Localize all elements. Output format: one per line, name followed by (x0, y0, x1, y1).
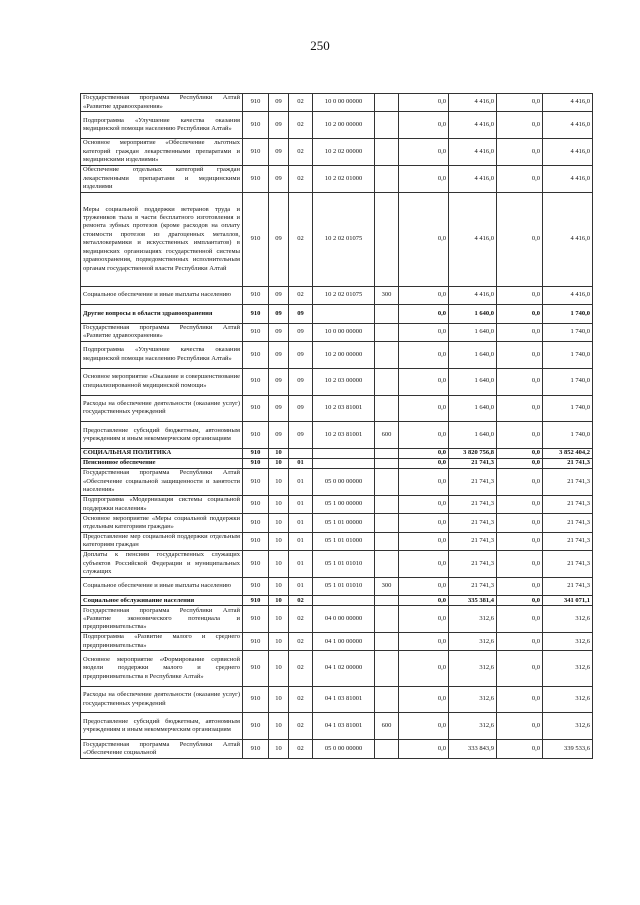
amount-3-cell: 0,0 (497, 651, 543, 686)
admin-code-cell: 910 (243, 686, 269, 713)
section-code-cell: 10 (269, 740, 289, 758)
amount-3-cell: 0,0 (497, 112, 543, 139)
subsection-code-cell: 02 (289, 192, 313, 286)
amount-3-cell: 0,0 (497, 323, 543, 341)
admin-code-cell: 910 (243, 286, 269, 304)
subsection-code-cell: 01 (289, 469, 313, 496)
amount-2-cell: 312,6 (449, 633, 497, 651)
row-name-cell: Подпрограмма «Развитие малого и среднего предпринимательства» (81, 633, 243, 651)
amount-3-cell: 0,0 (497, 395, 543, 422)
admin-code-cell: 910 (243, 551, 269, 578)
expense-type-cell (375, 495, 399, 513)
amount-4-cell: 4 416,0 (543, 112, 593, 139)
amount-4-cell: 1 740,0 (543, 341, 593, 368)
admin-code-cell: 910 (243, 449, 269, 459)
amount-1-cell: 0,0 (399, 112, 449, 139)
section-code-cell: 09 (269, 341, 289, 368)
table-row (81, 532, 593, 550)
table-row (81, 112, 593, 139)
table-row (81, 495, 593, 513)
row-name-cell: Подпрограмма «Улучшение качества оказания медицинской помощи населению Республики Алтай» (81, 112, 243, 139)
admin-code-cell: 910 (243, 341, 269, 368)
admin-code-cell: 910 (243, 532, 269, 550)
amount-3-cell: 0,0 (497, 713, 543, 740)
section-code-cell: 10 (269, 495, 289, 513)
row-name-cell: Социальное обеспечение и иные выплаты населению (81, 286, 243, 304)
amount-1-cell: 0,0 (399, 459, 449, 469)
section-code-cell: 09 (269, 94, 289, 112)
admin-code-cell: 910 (243, 713, 269, 740)
amount-1-cell: 0,0 (399, 633, 449, 651)
amount-2-cell: 4 416,0 (449, 112, 497, 139)
target-article-cell: 05 0 00 00000 (313, 740, 375, 758)
target-article-cell: 05 1 01 00000 (313, 514, 375, 532)
amount-4-cell: 21 741,3 (543, 495, 593, 513)
amount-2-cell: 21 741,3 (449, 495, 497, 513)
amount-4-cell: 312,6 (543, 633, 593, 651)
row-name-cell: Социальное обеспечение и иные выплаты населению (81, 577, 243, 595)
table-row (81, 341, 593, 368)
expense-type-cell (375, 139, 399, 166)
table-row (81, 422, 593, 449)
section-code-cell: 09 (269, 165, 289, 192)
table-row (81, 551, 593, 578)
subsection-code-cell (289, 449, 313, 459)
amount-2-cell: 1 640,0 (449, 341, 497, 368)
table-row (81, 596, 593, 606)
amount-4-cell: 4 416,0 (543, 94, 593, 112)
table-row (81, 323, 593, 341)
target-article-cell: 05 1 01 01010 (313, 551, 375, 578)
amount-3-cell: 0,0 (497, 514, 543, 532)
admin-code-cell: 910 (243, 139, 269, 166)
row-name-cell: Расходы на обеспечение деятельности (оказание услуг) государственных учреждений (81, 686, 243, 713)
target-article-cell: 10 2 02 01075 (313, 286, 375, 304)
amount-4-cell: 4 416,0 (543, 286, 593, 304)
amount-2-cell: 312,6 (449, 651, 497, 686)
amount-1-cell: 0,0 (399, 606, 449, 633)
amount-1-cell: 0,0 (399, 651, 449, 686)
amount-4-cell: 1 740,0 (543, 395, 593, 422)
section-code-cell: 09 (269, 286, 289, 304)
target-article-cell (313, 449, 375, 459)
amount-2-cell: 1 640,0 (449, 368, 497, 395)
table-row (81, 286, 593, 304)
page-number: 250 (310, 38, 330, 53)
table-row (81, 395, 593, 422)
amount-3-cell: 0,0 (497, 449, 543, 459)
amount-4-cell: 4 416,0 (543, 165, 593, 192)
amount-2-cell: 1 640,0 (449, 422, 497, 449)
amount-1-cell: 0,0 (399, 449, 449, 459)
subsection-code-cell: 01 (289, 551, 313, 578)
admin-code-cell: 910 (243, 740, 269, 758)
subsection-code-cell: 02 (289, 286, 313, 304)
amount-4-cell: 339 533,6 (543, 740, 593, 758)
amount-3-cell: 0,0 (497, 94, 543, 112)
amount-1-cell: 0,0 (399, 577, 449, 595)
amount-3-cell: 0,0 (497, 606, 543, 633)
expense-type-cell (375, 469, 399, 496)
expense-type-cell (375, 686, 399, 713)
section-code-cell: 10 (269, 596, 289, 606)
target-article-cell: 05 0 00 00000 (313, 469, 375, 496)
table-row (81, 459, 593, 469)
amount-3-cell: 0,0 (497, 551, 543, 578)
amount-1-cell: 0,0 (399, 740, 449, 758)
section-code-cell: 10 (269, 651, 289, 686)
expense-type-cell (375, 165, 399, 192)
admin-code-cell: 910 (243, 606, 269, 633)
amount-3-cell: 0,0 (497, 286, 543, 304)
amount-1-cell: 0,0 (399, 286, 449, 304)
expense-type-cell (375, 323, 399, 341)
target-article-cell (313, 305, 375, 323)
amount-1-cell: 0,0 (399, 514, 449, 532)
row-name-cell: Государственная программа Республики Алтай «Развитие здравоохранения» (81, 94, 243, 112)
table-row (81, 165, 593, 192)
amount-1-cell: 0,0 (399, 165, 449, 192)
subsection-code-cell: 09 (289, 305, 313, 323)
amount-2-cell: 333 843,9 (449, 740, 497, 758)
admin-code-cell: 910 (243, 596, 269, 606)
section-code-cell: 10 (269, 449, 289, 459)
amount-3-cell: 0,0 (497, 469, 543, 496)
expense-type-cell: 600 (375, 713, 399, 740)
expense-type-cell (375, 305, 399, 323)
admin-code-cell: 910 (243, 192, 269, 286)
section-code-cell: 09 (269, 192, 289, 286)
row-name-cell: Основное мероприятие «Обеспечение льготных категорий граждан лекарственными препаратами и медицинскими изделиями» (81, 139, 243, 166)
section-code-cell: 09 (269, 422, 289, 449)
section-code-cell: 10 (269, 713, 289, 740)
amount-4-cell: 1 740,0 (543, 323, 593, 341)
amount-1-cell: 0,0 (399, 422, 449, 449)
admin-code-cell: 910 (243, 323, 269, 341)
subsection-code-cell: 02 (289, 94, 313, 112)
amount-3-cell: 0,0 (497, 596, 543, 606)
expense-type-cell (375, 112, 399, 139)
amount-2-cell: 21 741,3 (449, 532, 497, 550)
section-code-cell: 09 (269, 323, 289, 341)
subsection-code-cell: 01 (289, 577, 313, 595)
amount-4-cell: 1 740,0 (543, 305, 593, 323)
amount-1-cell: 0,0 (399, 686, 449, 713)
table-row (81, 606, 593, 633)
row-name-cell: Доплаты к пенсиям государственных служащих субъектов Российской Федерации и муниципальных служащих (81, 551, 243, 578)
subsection-code-cell: 02 (289, 740, 313, 758)
admin-code-cell: 910 (243, 165, 269, 192)
amount-4-cell: 21 741,3 (543, 459, 593, 469)
amount-3-cell: 0,0 (497, 459, 543, 469)
row-name-cell: Государственная программа Республики Алтай «Обеспечение социальной (81, 740, 243, 758)
amount-3-cell: 0,0 (497, 192, 543, 286)
admin-code-cell: 910 (243, 112, 269, 139)
amount-2-cell: 3 820 756,8 (449, 449, 497, 459)
section-code-cell: 09 (269, 139, 289, 166)
amount-1-cell: 0,0 (399, 551, 449, 578)
admin-code-cell: 910 (243, 422, 269, 449)
amount-2-cell: 21 741,3 (449, 459, 497, 469)
subsection-code-cell: 02 (289, 606, 313, 633)
expense-type-cell: 300 (375, 286, 399, 304)
amount-3-cell: 0,0 (497, 577, 543, 595)
admin-code-cell: 910 (243, 94, 269, 112)
target-article-cell (313, 459, 375, 469)
section-code-cell: 10 (269, 551, 289, 578)
target-article-cell: 10 2 03 81001 (313, 395, 375, 422)
admin-code-cell: 910 (243, 514, 269, 532)
amount-4-cell: 1 740,0 (543, 422, 593, 449)
amount-2-cell: 335 381,4 (449, 596, 497, 606)
row-name-cell: Основное мероприятие «Оказание и совершенствование специализированной медицинской помощи» (81, 368, 243, 395)
expense-type-cell (375, 395, 399, 422)
target-article-cell: 10 2 02 00000 (313, 139, 375, 166)
amount-3-cell: 0,0 (497, 139, 543, 166)
section-code-cell: 09 (269, 112, 289, 139)
amount-4-cell: 312,6 (543, 713, 593, 740)
amount-1-cell: 0,0 (399, 395, 449, 422)
subsection-code-cell: 02 (289, 633, 313, 651)
table-row (81, 192, 593, 286)
admin-code-cell: 910 (243, 305, 269, 323)
row-name-cell: Подпрограмма «Улучшение качества оказания медицинской помощи населению Республики Алтай» (81, 341, 243, 368)
expense-type-cell (375, 651, 399, 686)
target-article-cell (313, 596, 375, 606)
expense-type-cell: 600 (375, 422, 399, 449)
amount-2-cell: 21 741,3 (449, 577, 497, 595)
row-name-cell: Расходы на обеспечение деятельности (оказание услуг) государственных учреждений (81, 395, 243, 422)
amount-2-cell: 21 741,3 (449, 551, 497, 578)
table-row (81, 577, 593, 595)
amount-4-cell: 312,6 (543, 651, 593, 686)
target-article-cell: 05 1 01 01010 (313, 577, 375, 595)
target-article-cell: 10 2 02 01000 (313, 165, 375, 192)
admin-code-cell: 910 (243, 395, 269, 422)
table-row (81, 368, 593, 395)
table-row (81, 633, 593, 651)
subsection-code-cell: 01 (289, 459, 313, 469)
amount-3-cell: 0,0 (497, 633, 543, 651)
amount-3-cell: 0,0 (497, 686, 543, 713)
table-row (81, 94, 593, 112)
table-row (81, 686, 593, 713)
amount-3-cell: 0,0 (497, 341, 543, 368)
expense-type-cell (375, 740, 399, 758)
expense-type-cell (375, 606, 399, 633)
row-name-cell: Основное мероприятие «Меры социальной поддержки отдельным категориям граждан» (81, 514, 243, 532)
amount-1-cell: 0,0 (399, 323, 449, 341)
table-row (81, 469, 593, 496)
table-row (81, 740, 593, 758)
row-name-cell: Основное мероприятие «Формирование сервисной модели поддержки малого и среднего предпринимательства в Республике Алтай» (81, 651, 243, 686)
row-name-cell: Другие вопросы в области здравоохранения (81, 305, 243, 323)
target-article-cell: 10 0 00 00000 (313, 94, 375, 112)
expense-type-cell (375, 449, 399, 459)
target-article-cell: 10 2 00 00000 (313, 341, 375, 368)
target-article-cell: 10 2 03 81001 (313, 422, 375, 449)
subsection-code-cell: 02 (289, 651, 313, 686)
subsection-code-cell: 09 (289, 323, 313, 341)
row-name-cell: Подпрограмма «Модернизация системы социальной поддержки населения» (81, 495, 243, 513)
amount-3-cell: 0,0 (497, 165, 543, 192)
target-article-cell: 10 0 00 00000 (313, 323, 375, 341)
subsection-code-cell: 02 (289, 139, 313, 166)
amount-3-cell: 0,0 (497, 368, 543, 395)
amount-1-cell: 0,0 (399, 139, 449, 166)
expense-type-cell (375, 192, 399, 286)
amount-4-cell: 4 416,0 (543, 139, 593, 166)
section-code-cell: 09 (269, 368, 289, 395)
amount-4-cell: 21 741,3 (543, 514, 593, 532)
amount-3-cell: 0,0 (497, 305, 543, 323)
target-article-cell: 10 2 02 01075 (313, 192, 375, 286)
section-code-cell: 10 (269, 469, 289, 496)
amount-1-cell: 0,0 (399, 192, 449, 286)
row-name-cell: Пенсионное обеспечение (81, 459, 243, 469)
section-code-cell: 10 (269, 532, 289, 550)
amount-4-cell: 3 852 404,2 (543, 449, 593, 459)
amount-2-cell: 21 741,3 (449, 514, 497, 532)
subsection-code-cell: 02 (289, 713, 313, 740)
subsection-code-cell: 01 (289, 495, 313, 513)
row-name-cell: Обеспечение отдельных категорий граждан лекарственными препаратами и медицинскими изделиями (81, 165, 243, 192)
admin-code-cell: 910 (243, 651, 269, 686)
target-article-cell: 04 1 00 00000 (313, 633, 375, 651)
expense-type-cell (375, 596, 399, 606)
expense-type-cell (375, 368, 399, 395)
section-code-cell: 09 (269, 305, 289, 323)
amount-1-cell: 0,0 (399, 596, 449, 606)
subsection-code-cell: 02 (289, 686, 313, 713)
subsection-code-cell: 01 (289, 532, 313, 550)
row-name-cell: СОЦИАЛЬНАЯ ПОЛИТИКА (81, 449, 243, 459)
amount-4-cell: 312,6 (543, 606, 593, 633)
subsection-code-cell: 09 (289, 395, 313, 422)
amount-1-cell: 0,0 (399, 341, 449, 368)
amount-2-cell: 1 640,0 (449, 305, 497, 323)
section-code-cell: 09 (269, 395, 289, 422)
row-name-cell: Государственная программа Республики Алтай «Развитие экономического потенциала и предпринимательства» (81, 606, 243, 633)
section-code-cell: 10 (269, 459, 289, 469)
expense-type-cell (375, 633, 399, 651)
target-article-cell: 04 0 00 00000 (313, 606, 375, 633)
amount-4-cell: 312,6 (543, 686, 593, 713)
amount-1-cell: 0,0 (399, 94, 449, 112)
table-row (81, 449, 593, 459)
amount-2-cell: 1 640,0 (449, 395, 497, 422)
amount-4-cell: 1 740,0 (543, 368, 593, 395)
subsection-code-cell: 02 (289, 165, 313, 192)
subsection-code-cell: 02 (289, 596, 313, 606)
row-name-cell: Предоставление субсидий бюджетным, автономным учреждениям и иным некоммерческим организациям (81, 713, 243, 740)
target-article-cell: 10 2 03 00000 (313, 368, 375, 395)
amount-1-cell: 0,0 (399, 305, 449, 323)
subsection-code-cell: 09 (289, 368, 313, 395)
target-article-cell: 10 2 00 00000 (313, 112, 375, 139)
section-code-cell: 10 (269, 606, 289, 633)
admin-code-cell: 910 (243, 577, 269, 595)
table-row (81, 514, 593, 532)
amount-4-cell: 341 071,1 (543, 596, 593, 606)
amount-2-cell: 4 416,0 (449, 192, 497, 286)
amount-1-cell: 0,0 (399, 495, 449, 513)
amount-4-cell: 21 741,3 (543, 532, 593, 550)
target-article-cell: 04 1 02 00000 (313, 651, 375, 686)
amount-2-cell: 21 741,3 (449, 469, 497, 496)
amount-2-cell: 4 416,0 (449, 139, 497, 166)
budget-table (80, 93, 593, 759)
amount-2-cell: 4 416,0 (449, 286, 497, 304)
section-code-cell: 10 (269, 514, 289, 532)
amount-4-cell: 21 741,3 (543, 577, 593, 595)
amount-3-cell: 0,0 (497, 740, 543, 758)
amount-2-cell: 4 416,0 (449, 94, 497, 112)
amount-4-cell: 21 741,3 (543, 551, 593, 578)
row-name-cell: Предоставление субсидий бюджетным, автономным учреждениям и иным некоммерческим организациям (81, 422, 243, 449)
admin-code-cell: 910 (243, 633, 269, 651)
subsection-code-cell: 09 (289, 341, 313, 368)
expense-type-cell (375, 551, 399, 578)
admin-code-cell: 910 (243, 368, 269, 395)
amount-2-cell: 312,6 (449, 606, 497, 633)
amount-3-cell: 0,0 (497, 495, 543, 513)
target-article-cell: 05 1 00 00000 (313, 495, 375, 513)
amount-2-cell: 4 416,0 (449, 165, 497, 192)
amount-2-cell: 312,6 (449, 686, 497, 713)
row-name-cell: Государственная программа Республики Алтай «Развитие здравоохранения» (81, 323, 243, 341)
amount-1-cell: 0,0 (399, 532, 449, 550)
amount-2-cell: 1 640,0 (449, 323, 497, 341)
amount-3-cell: 0,0 (497, 422, 543, 449)
section-code-cell: 10 (269, 686, 289, 713)
subsection-code-cell: 09 (289, 422, 313, 449)
admin-code-cell: 910 (243, 469, 269, 496)
target-article-cell: 04 1 03 81001 (313, 686, 375, 713)
row-name-cell: Социальное обслуживание населения (81, 596, 243, 606)
row-name-cell: Предоставление мер социальной поддержки отдельным категориям граждан (81, 532, 243, 550)
amount-1-cell: 0,0 (399, 368, 449, 395)
expense-type-cell (375, 532, 399, 550)
subsection-code-cell: 01 (289, 514, 313, 532)
table-row (81, 305, 593, 323)
expense-type-cell (375, 341, 399, 368)
subsection-code-cell: 02 (289, 112, 313, 139)
amount-1-cell: 0,0 (399, 469, 449, 496)
amount-4-cell: 4 416,0 (543, 192, 593, 286)
admin-code-cell: 910 (243, 459, 269, 469)
amount-3-cell: 0,0 (497, 532, 543, 550)
admin-code-cell: 910 (243, 495, 269, 513)
amount-2-cell: 312,6 (449, 713, 497, 740)
expense-type-cell (375, 459, 399, 469)
expense-type-cell: 300 (375, 577, 399, 595)
table-row (81, 713, 593, 740)
section-code-cell: 10 (269, 577, 289, 595)
target-article-cell: 04 1 03 81001 (313, 713, 375, 740)
target-article-cell: 05 1 01 01000 (313, 532, 375, 550)
amount-1-cell: 0,0 (399, 713, 449, 740)
expense-type-cell (375, 514, 399, 532)
expense-type-cell (375, 94, 399, 112)
row-name-cell: Государственная программа Республики Алтай «Обеспечение социальной защищенности и занятости населения» (81, 469, 243, 496)
section-code-cell: 10 (269, 633, 289, 651)
row-name-cell: Меры социальной поддержки ветеранов труда и тружеников тыла в части бесплатного изготовления и ремонта зубных протезов (кроме расходов на оплату стоимости протезов из драгоценных металлов, металлокерамики и искусственных имплантатов) в медицинских организациях государственной системы здравоохранения, подведомственных исполнительным органам государственной власти Республики Алтай (81, 192, 243, 286)
table-row (81, 139, 593, 166)
table-row (81, 651, 593, 686)
amount-4-cell: 21 741,3 (543, 469, 593, 496)
